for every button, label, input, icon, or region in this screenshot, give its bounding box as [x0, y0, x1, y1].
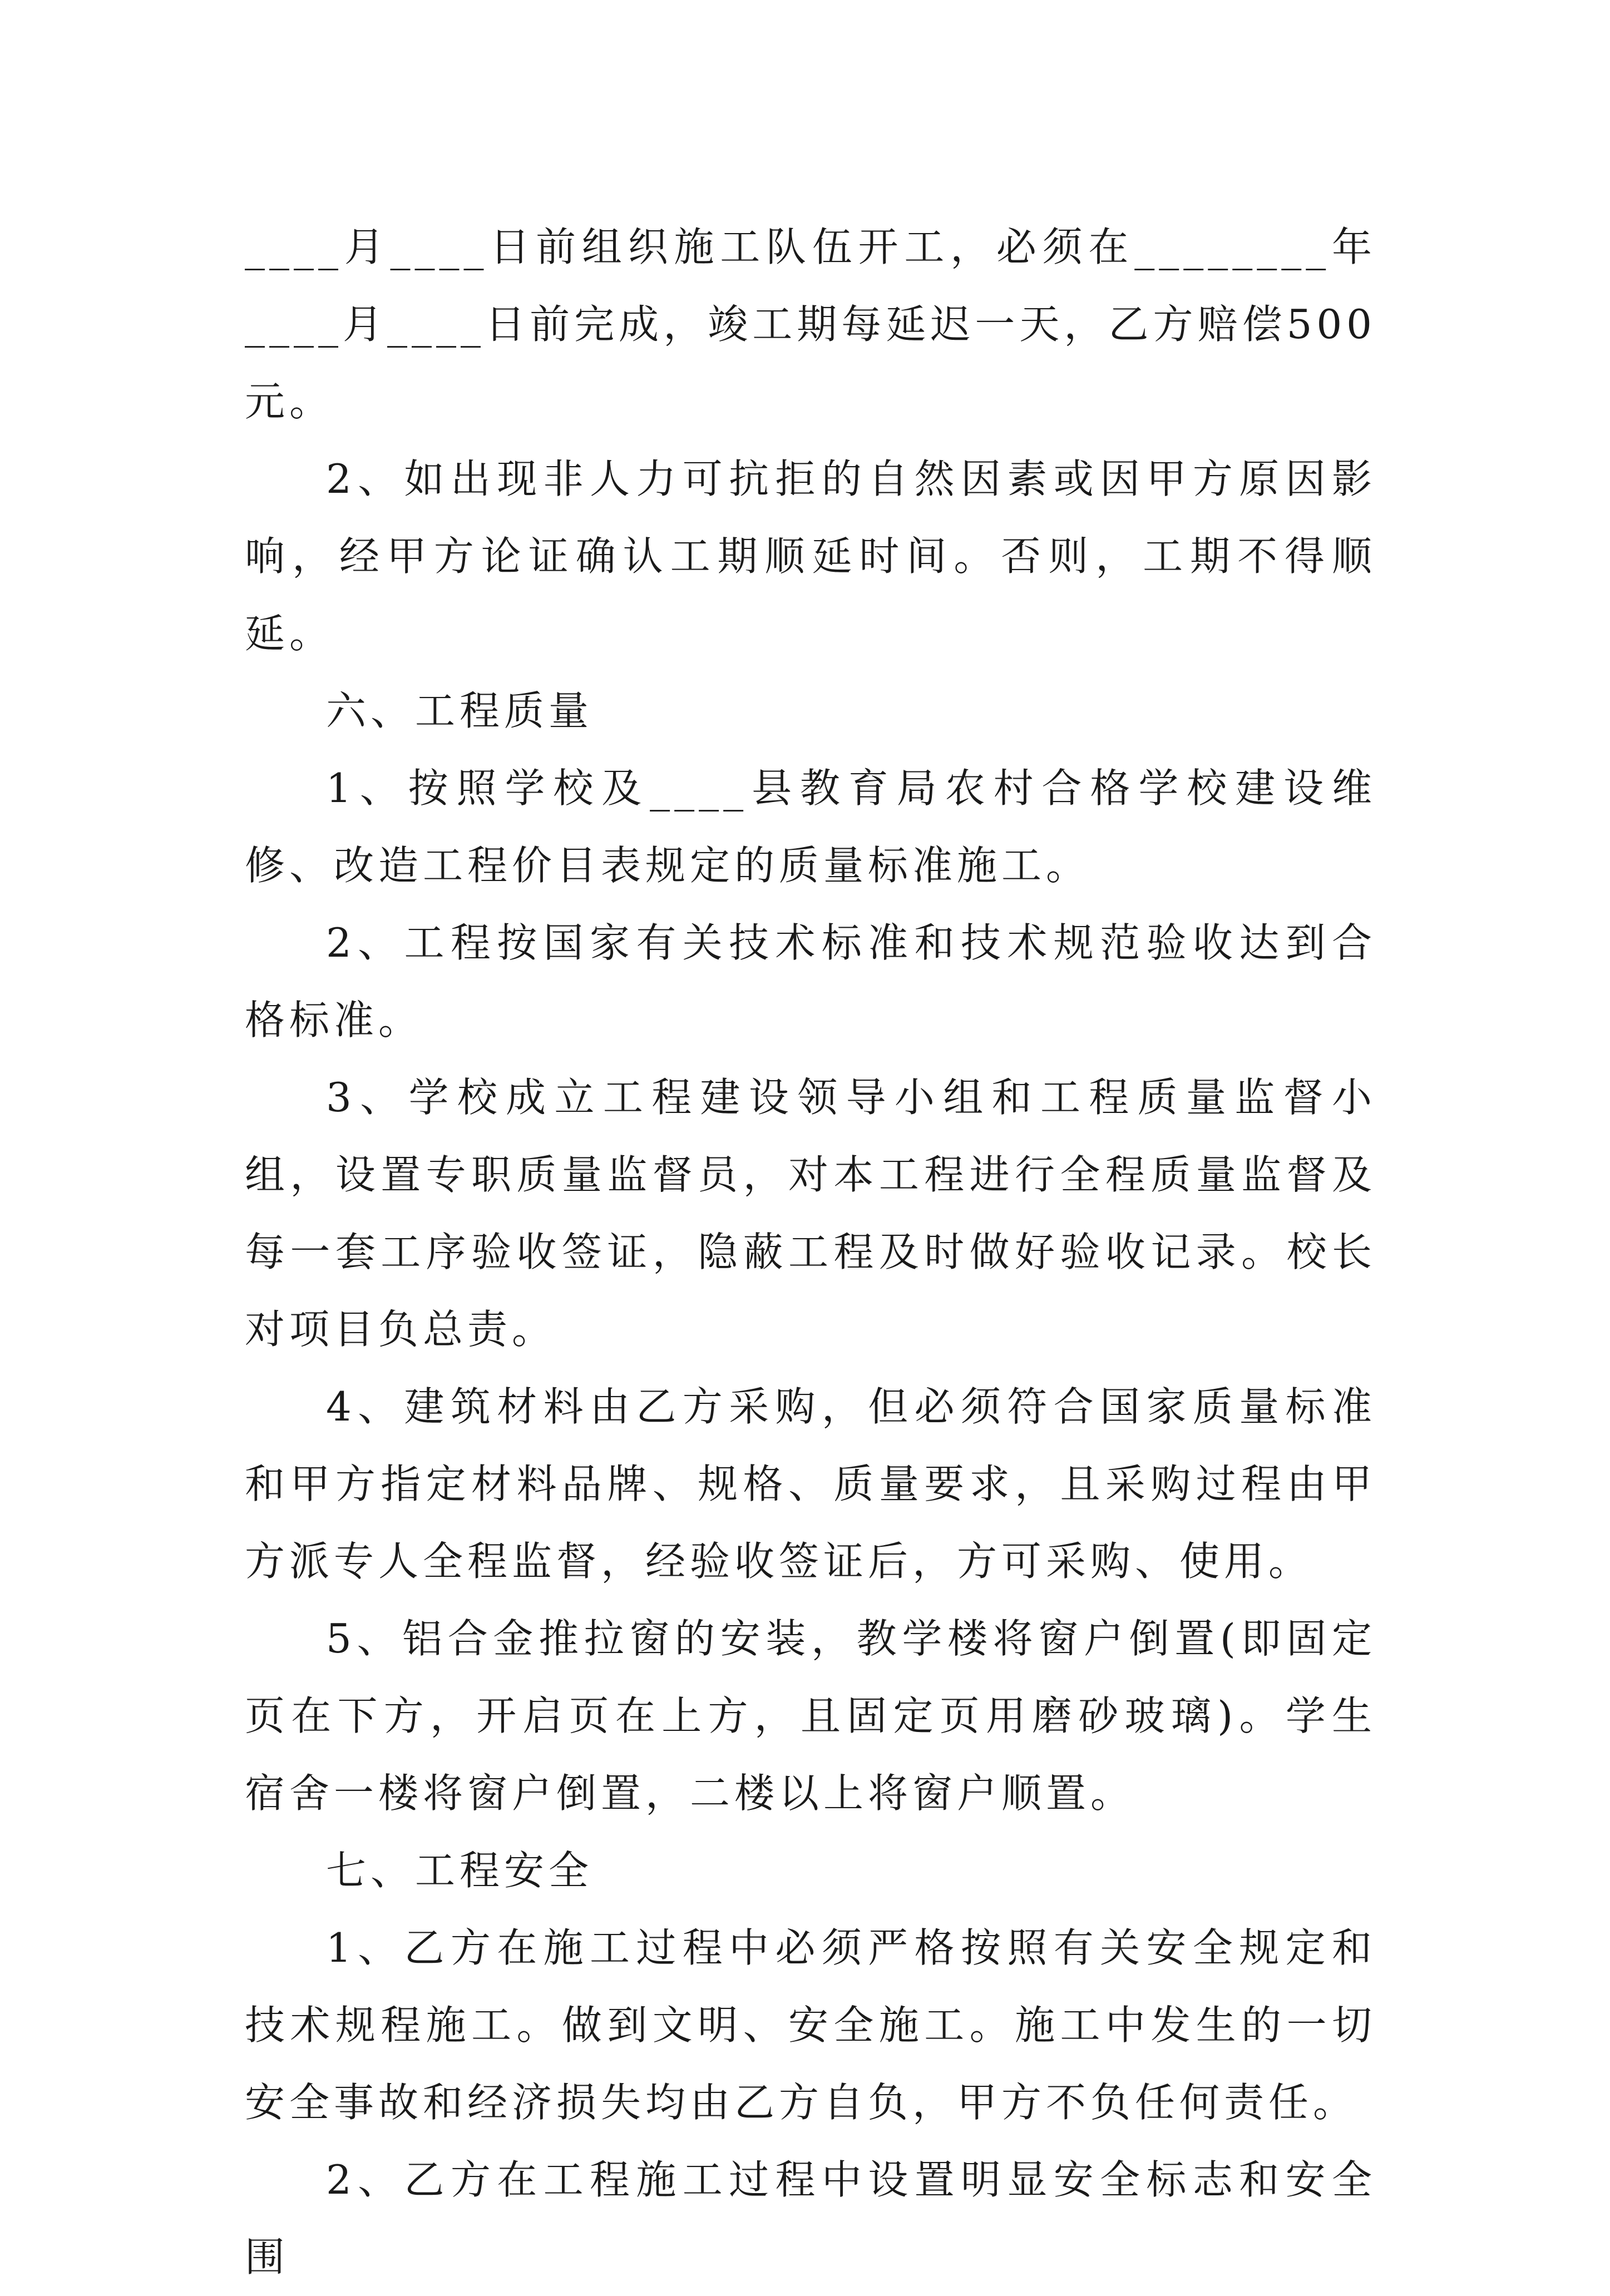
- paragraph-schedule-dates: ____月____日前组织施工队伍开工，必须在________年____月____日前完成，竣工期每延迟一天，乙方赔偿500元。: [245, 224, 1376, 425]
- paragraph-quality-3: 3、学校成立工程建设领导小组和工程质量监督小组，设置专职质量监督员，对本工程进行全程质量监督及每一套工序验收签证，隐蔽工程及时做好验收记录。校长对项目负总责。: [245, 1074, 1376, 1353]
- section-heading-quality: 六、工程质量: [326, 687, 594, 734]
- paragraph-quality-2: 2、工程按国家有关技术标准和技术规范验收达到合格标准。: [245, 919, 1376, 1043]
- section-heading-safety: 七、工程安全: [326, 1847, 594, 1894]
- paragraph-quality-1: 1、按照学校及____县教育局农村合格学校建设维修、改造工程价目表规定的质量标准施工。: [245, 765, 1376, 889]
- paragraph-safety-1: 1、乙方在施工过程中必须严格按照有关安全规定和技术规程施工。做到文明、安全施工。施工中发生的一切安全事故和经济损失均由乙方自负，甲方不负任何责任。: [245, 1924, 1376, 2126]
- paragraph-quality-4: 4、建筑材料由乙方采购，但必须符合国家质量标准和甲方指定材料品牌、规格、质量要求，且采购过程由甲方派专人全程监督，经验收签证后，方可采购、使用。: [245, 1383, 1376, 1585]
- paragraph-safety-2: 2、乙方在工程施工过程中设置明显安全标志和安全围: [245, 2156, 1376, 2280]
- paragraph-quality-5: 5、铝合金推拉窗的安装，教学楼将窗户倒置(即固定页在下方，开启页在上方，且固定页用磨砂玻璃)。学生宿舍一楼将窗户倒置，二楼以上将窗户顺置。: [245, 1615, 1376, 1817]
- document-body: [245, 209, 1376, 2296]
- paragraph-delay-extension: 2、如出现非人力可抗拒的自然因素或因甲方原因影响，经甲方论证确认工期顺延时间。否则，工期不得顺延。: [245, 456, 1376, 657]
